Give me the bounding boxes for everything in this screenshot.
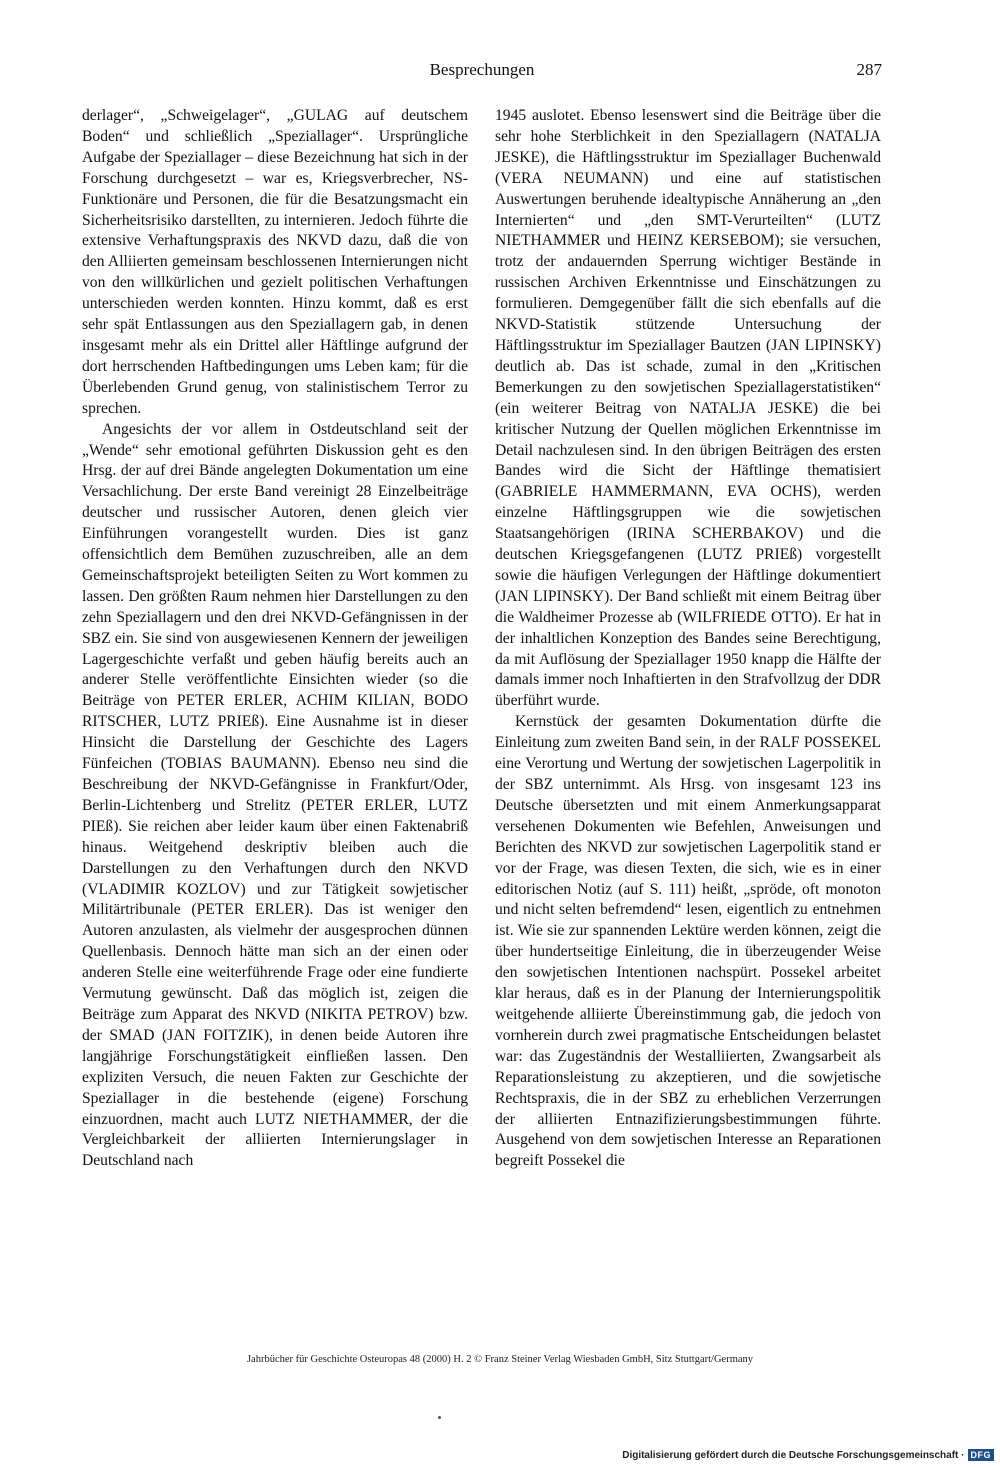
publisher-imprint: Jahrbücher für Geschichte Osteuropas 48 (2000) H. 2 © Franz Steiner Verlag Wiesbaden GmbH, Sitz Stuttgart/Germany	[246, 1354, 754, 1365]
page-number: 287	[856, 60, 882, 79]
paragraph: Angesichts der vor allem in Ostdeutschland seit der „Wende“ sehr emotional geführten Diskussion geht es den Hrsg. der auf drei Bände angelegten Dokumentation um eine Versachlichung. Der erste Band vereinigt 28 Einzelbeiträge deutscher und russischer Autoren, denen gleich vier Einführungen vorangestellt wurden. Dies ist ganz offensichtlich dem Bemühen zuzuschreiben, alle an dem Gemeinschaftsprojekt beteiligten Seiten zu Wort kommen zu lassen. Den größten Raum nehmen hier Darstellungen zu den zehn Speziallagern und den drei NKVD-Gefängnissen in der SBZ ein. Sie sind von ausgewiesenen Kennern der jeweiligen Lagergeschichte verfaßt und geben häufig bereits auch an anderer Stelle veröffentlichte Einsichten wieder (so die Beiträge von PETER ERLER, ACHIM KILIAN, BODO RITSCHER, LUTZ PRIEß). Eine Ausnahme ist in dieser Hinsicht die Darstellung der Geschichte des Lagers Fünfeichen (TOBIAS BAUMANN). Ebenso neu sind die Beschreibung der NKVD-Gefängnisse in Frankfurt/Oder, Berlin-Lichtenberg und Strelitz (PETER ERLER, LUTZ PIEß). Sie reichen aber leider kaum über einen Faktenabriß hinaus. Weitgehend deskriptiv bleiben auch die Darstellungen zu den Verhaftungen durch den NKVD (VLADIMIR KOZLOV) und zur Tätigkeit sowjetischer Militärtribunale (PETER ERLER). Das ist weniger den Autoren anzulasten, als vielmehr der ausgesprochen dünnen Quellenbasis. Dennoch hätte man sich an der einen oder anderen Stelle eine weiterführende Frage oder eine fundierte Vermutung gewünscht. Daß das möglich ist, zeigen die Beiträge zum Apparat des NKVD (NIKITA PETROV) bzw. der SMAD (JAN FOITZIK), in denen beide Autoren ihre langjährige Forschungstätigkeit einfließen lassen. Den expliziten Versuch, die neuen Fakten zur Geschichte der Speziallager in die bestehende (eigene) Forschung einzuordnen, macht auch LUTZ NIETHAMMER, der die Vergleichbarkeit der alliierten Internierungslager in Deutschland nach	[82, 420, 468, 1170]
page-header	[82, 60, 882, 84]
scan-speck	[438, 1416, 441, 1419]
digitization-credit	[622, 1449, 994, 1461]
credit-text: Digitalisierung gefördert durch die Deutsche Forschungsgemeinschaft ·	[622, 1449, 965, 1461]
paragraph: derlager“, „Schweigelager“, „GULAG auf deutschem Boden“ und schließlich „Speziallager“. Ursprüngliche Aufgabe der Speziallager – diese Bezeichnung hat sich in der Forschung durchgesetzt – war es, Kriegsverbrecher, NS-Funktionäre und Personen, die für die Besatzungsmacht ein Sicherheitsrisiko darstellten, zu internieren. Jedoch führte die extensive Verhaftungspraxis des NKVD dazu, daß die von den Alliierten gemeinsam beschlossenen Internierungen nicht von den willkürlichen und gezielt politischen Verhaftungen unterschieden werden konnten. Hinzu kommt, daß es erst sehr spät Entlassungen aus den Speziallagern gab, in denen insgesamt mehr als ein Drittel aller Häftlinge aufgrund der dort herrschenden Haftbedingungen ums Leben kam; für die Überlebenden Grund genug, von stalinistischem Terror zu sprechen.	[82, 107, 468, 417]
paragraph: 1945 auslotet. Ebenso lesenswert sind die Beiträge über die sehr hohe Sterblichkeit in den Speziallagern (NATALJA JESKE), die Häftlingsstruktur im Speziallager Buchenwald (VERA NEUMANN) und eine auf statistischen Auswertungen beruhende idealtypische Annäherung an „den Internierten“ und „den SMT-Verurteilten“ (LUTZ NIETHAMMER und HEINZ KERSEBOM); sie versuchen, trotz der andauernden Sperrung wichtiger Bestände in russischen Archiven Erkenntnisse und Einschätzungen zu formulieren. Demgegenüber fällt die sich ebenfalls auf die NKVD-Statistik stützende Untersuchung der Häftlingsstruktur im Speziallager Bautzen (JAN LIPINSKY) deutlich ab. Das ist schade, zumal in den „Kritischen Bemerkungen zu den sowjetischen Speziallagerstatistiken“ (ein weiterer Beitrag von NATALJA JESKE) die bei kritischer Nutzung der Quellen möglichen Erkenntnisse im Detail nachzulesen sind. In den übrigen Beiträgen des ersten Bandes wird die Sicht der Häftlinge thematisiert (GABRIELE HAMMERMANN, EVA OCHS), werden einzelne Häftlingsgruppen wie die sowjetischen Staatsangehörigen (IRINA SCHERBAKOV) und die deutschen Kriegsgefangenen (LUTZ PRIEß) vorgestellt sowie die häufigen Verlegungen der Häftlinge dokumentiert (JAN LIPINSKY). Der Band schließt mit einem Beitrag über die Waldheimer Prozesse ab (WILFRIEDE OTTO). Er hat in der inhaltlichen Konzeption des Bandes seine Berechtigung, da mit Auflösung der Speziallager 1950 knapp die Hälfte der damals immer noch Inhaftierten in den Strafvollzug der DDR überführt wurde.	[495, 107, 881, 710]
left-column	[82, 106, 468, 1172]
running-head: Besprechungen	[429, 60, 535, 79]
dfg-logo: DFG	[968, 1449, 995, 1461]
right-column	[495, 106, 881, 1172]
paragraph: Kernstück der gesamten Dokumentation dürfte die Einleitung zum zweiten Band sein, in der RALF POSSEKEL eine Verortung und Wertung der sowjetischen Lagerpolitik in der SBZ unternimmt. Als Hrsg. von insgesamt 123 ins Deutsche übersetzten und mit einem Anmerkungsapparat versehenen Dokumenten wie Befehlen, Anweisungen und Berichten des NKVD zur sowjetischen Lagerpolitik stand er vor der Frage, was diesen Texten, die sich, wie es in einer editorischen Notiz (auf S. 111) heißt, „spröde, oft monoton und nicht selten befremdend“ lesen, eigentlich zu entnehmen ist. Wie sie zur spannenden Lektüre werden können, zeigt die über hundertseitige Einleitung, die in überzeugender Weise den sowjetischen Intentionen nachspürt. Possekel arbeitet klar heraus, daß es in der Planung der Internierungspolitik weitgehende alliierte Übereinstimmung gab, die jedoch von vornherein durch zwei pragmatische Entscheidungen belastet war: das Zugeständnis der Westalliierten, Zwangsarbeit als Reparationsleistung zu akzeptieren, und die sowjetische Rechtspraxis, die in der SBZ zu erheblichen Verzerrungen der alliierten Entnazifizierungsbestimmungen führte. Ausgehend von dem sowjetischen Interesse an Reparationen begreift Possekel die	[495, 713, 881, 1170]
